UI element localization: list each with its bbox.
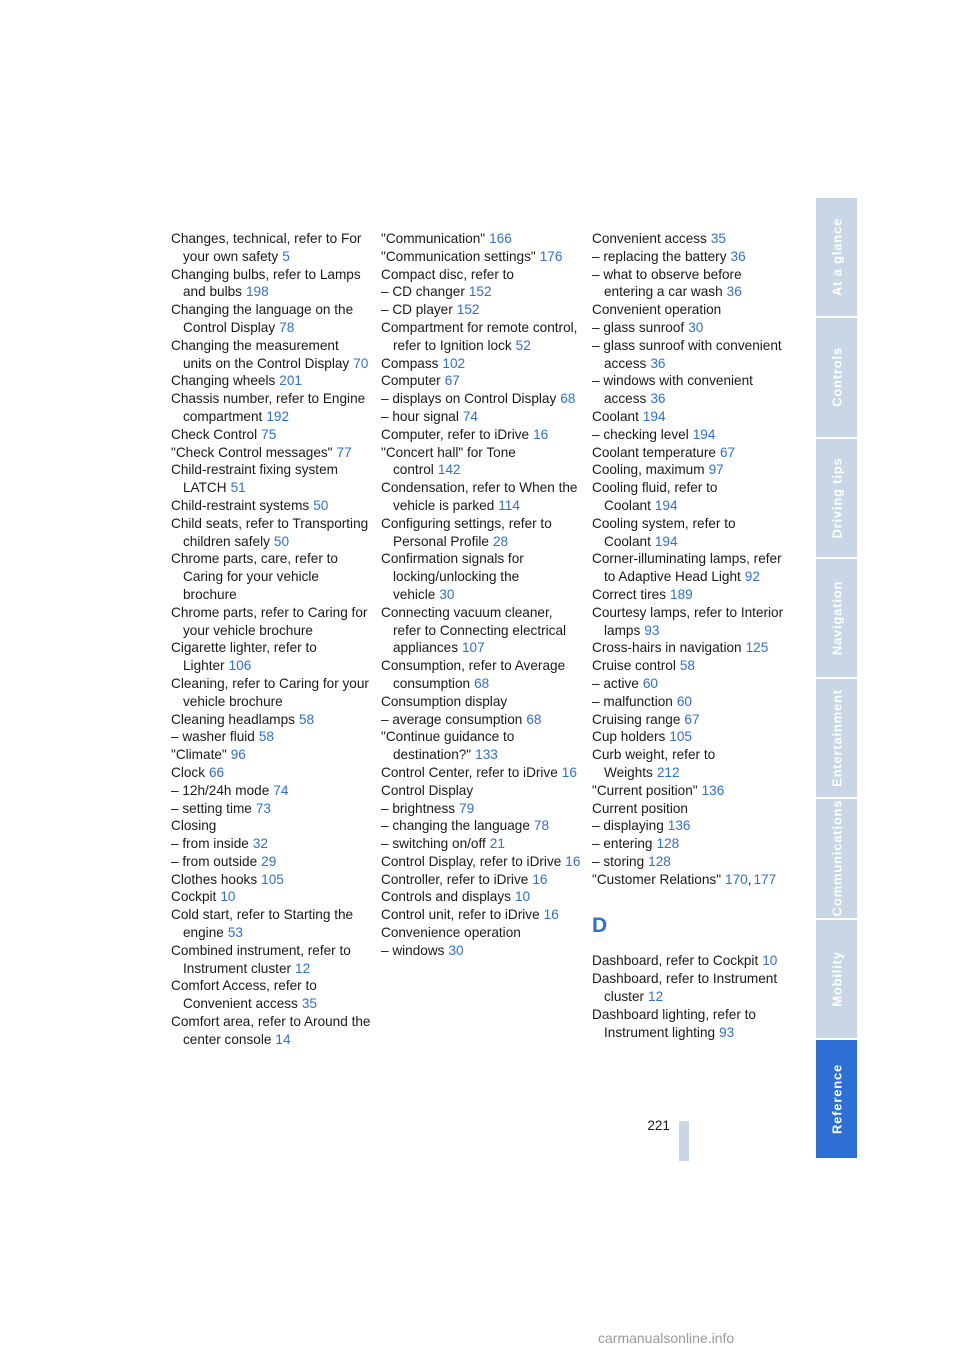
index-entry xyxy=(381,924,581,942)
index-entry-text: Comfort area, refer to Around the center console xyxy=(171,1014,371,1047)
index-entry xyxy=(592,550,792,586)
page-link[interactable]: 198 xyxy=(245,284,269,300)
index-entry xyxy=(592,728,792,746)
index-entry xyxy=(592,444,792,462)
page-link[interactable]: 21 xyxy=(489,836,505,852)
page-link[interactable]: 66 xyxy=(209,764,225,780)
index-entry xyxy=(381,942,581,960)
page-link[interactable]: 97 xyxy=(708,462,724,478)
page-link[interactable]: 36 xyxy=(650,355,666,371)
tab-label: Navigation xyxy=(829,580,844,656)
index-entry-text: "Climate" xyxy=(171,747,227,763)
tab-label: Controls xyxy=(829,347,844,408)
page-link[interactable]: 12 xyxy=(295,960,311,976)
page-link[interactable]: 192 xyxy=(266,408,290,424)
page-link[interactable]: 176 xyxy=(539,248,563,264)
page-link[interactable]: 170 xyxy=(725,871,748,887)
page-link[interactable]: 74 xyxy=(273,782,289,798)
index-entry-text: – what to observe before entering a car wash xyxy=(592,266,742,300)
page-link[interactable]: 58 xyxy=(298,711,315,727)
index-entry xyxy=(592,835,792,853)
index-entry xyxy=(381,319,581,355)
page-link[interactable]: 16 xyxy=(532,871,548,887)
index-column-1 xyxy=(171,230,371,1049)
index-entry-text: Changing the measurement units on the Control Display xyxy=(171,337,350,371)
tab-label: Reference xyxy=(829,1063,844,1134)
index-entry-text: Controls and displays xyxy=(381,889,511,905)
index-entry xyxy=(171,853,371,871)
index-entry-text: Check Control xyxy=(171,426,258,442)
index-entry xyxy=(171,746,371,764)
index-entry xyxy=(592,657,792,675)
index-entry xyxy=(592,1006,792,1042)
index-entry-text: Courtesy lamps, refer to Interior lamps xyxy=(592,604,784,638)
index-entry-text: Cruise control xyxy=(592,658,676,674)
section-tabs xyxy=(816,198,857,1160)
tab-label: Mobility xyxy=(829,950,844,1007)
index-entry-text: – checking level xyxy=(592,426,689,442)
index-entry-text: Changing the language on the Control Display xyxy=(171,302,354,335)
index-entry-text: Convenient operation xyxy=(592,302,722,318)
index-entry-text: Computer, refer to iDrive xyxy=(381,426,530,442)
index-entry-text: Correct tires xyxy=(592,586,667,602)
index-entry-text: Control Center, refer to iDrive xyxy=(381,764,558,780)
page-link[interactable]: 30 xyxy=(439,586,455,602)
page-link[interactable]: 194 xyxy=(642,408,666,424)
page-link[interactable]: 30 xyxy=(448,942,464,958)
page-link[interactable]: 10 xyxy=(514,889,531,905)
page-link[interactable]: 28 xyxy=(492,533,509,549)
index-entry xyxy=(171,942,371,978)
index-entry-text: Configuring settings, refer to Personal Profile xyxy=(381,515,552,549)
index-entry xyxy=(592,337,792,373)
index-entry-text: – average consumption xyxy=(381,711,523,727)
index-entry-text: – displaying xyxy=(592,818,664,834)
page-link[interactable]: 128 xyxy=(648,853,671,869)
index-entry xyxy=(171,337,371,373)
page-link[interactable]: 201 xyxy=(279,373,302,389)
index-entry-text: Changing wheels xyxy=(171,373,276,389)
index-entry-text: Clock xyxy=(171,764,205,780)
index-entry xyxy=(592,301,792,319)
page-link[interactable]: 78 xyxy=(279,319,295,335)
page-link[interactable]: 14 xyxy=(275,1031,291,1047)
page-link[interactable]: 30 xyxy=(688,319,704,335)
index-entry-text: Chrome parts, care, refer to Caring for your vehicle brochure xyxy=(171,551,338,602)
index-entry xyxy=(381,515,581,551)
index-entry xyxy=(171,817,371,835)
index-entry xyxy=(381,693,581,711)
index-entry-text: Consumption, refer to Average consumption xyxy=(381,658,566,691)
index-entry-text: – glass sunroof with convenient access xyxy=(592,337,782,371)
index-entry xyxy=(381,479,581,515)
index-entry-text: – storing xyxy=(592,853,645,869)
page-link[interactable]: 136 xyxy=(667,818,691,834)
index-entry xyxy=(171,764,371,782)
index-entry-text: Computer xyxy=(381,373,441,389)
index-entry xyxy=(381,426,581,444)
page-link[interactable]: 12 xyxy=(648,989,664,1005)
page-link[interactable]: 16 xyxy=(543,907,559,923)
index-entry-text: Chrome parts, refer to Caring for your vehicle brochure xyxy=(171,604,368,638)
tab-reference[interactable] xyxy=(816,1040,857,1158)
tab-entertainment[interactable] xyxy=(816,679,857,797)
index-entry xyxy=(592,461,792,479)
page-link[interactable]: 189 xyxy=(670,586,693,602)
index-entry xyxy=(381,372,581,390)
index-entry-text: Controller, refer to iDrive xyxy=(381,871,529,887)
index-entry-text: "Continue guidance to destination?" xyxy=(381,729,515,763)
index-entry xyxy=(171,372,371,390)
page-link[interactable]: 36 xyxy=(730,248,746,264)
index-entry xyxy=(592,817,792,835)
page-link[interactable]: 53 xyxy=(227,925,243,941)
index-entry-text: Cigarette lighter, refer to Lighter xyxy=(171,640,317,674)
page-separator: , xyxy=(747,871,752,887)
index-entry xyxy=(171,301,371,337)
index-entry-text: – from outside xyxy=(171,853,258,869)
index-entry xyxy=(592,319,792,337)
index-entry xyxy=(592,693,792,711)
index-entry xyxy=(592,408,792,426)
index-column-3 xyxy=(592,230,792,1041)
index-entry-text: – from inside xyxy=(171,836,249,852)
page-link[interactable]: 32 xyxy=(252,836,268,852)
index-entry xyxy=(171,888,371,906)
index-entry xyxy=(592,871,792,889)
index-entry xyxy=(171,675,371,711)
index-entry-text: – CD player xyxy=(381,302,453,318)
index-entry xyxy=(171,497,371,515)
index-entry xyxy=(592,952,792,970)
page-link[interactable]: 67 xyxy=(444,373,460,389)
index-entry xyxy=(381,817,581,835)
page-link[interactable]: 60 xyxy=(676,693,692,709)
index-entry xyxy=(381,888,581,906)
index-entry xyxy=(171,604,371,640)
page-link[interactable]: 58 xyxy=(679,658,695,674)
index-entry-text: Cooling, maximum xyxy=(592,462,705,478)
index-entry xyxy=(592,639,792,657)
index-entry-text: Cooling fluid, refer to Coolant xyxy=(592,480,718,513)
page-link[interactable]: 136 xyxy=(701,782,725,798)
index-entry-text: Connecting vacuum cleaner, refer to Connecting electrical appliances xyxy=(381,604,567,656)
index-entry-text: Compact disc, refer to xyxy=(381,266,514,282)
index-entry-text: Coolant xyxy=(592,408,639,424)
page-link[interactable]: 67 xyxy=(719,444,736,460)
index-entry-text: Current position xyxy=(592,800,688,816)
index-entry-text: – hour signal xyxy=(381,408,459,424)
index-column-2 xyxy=(381,230,581,960)
page-link[interactable]: 74 xyxy=(462,408,478,424)
page-link[interactable]: 52 xyxy=(515,337,531,353)
index-entry xyxy=(381,835,581,853)
index-entry xyxy=(381,711,581,729)
page-link[interactable]: 68 xyxy=(474,675,490,691)
index-entry-text: Cruising range xyxy=(592,711,681,727)
index-entry-text: Closing xyxy=(171,818,217,834)
index-entry xyxy=(171,1013,371,1049)
index-entry xyxy=(381,550,581,603)
index-entry xyxy=(381,266,581,284)
index-entry-text: Dashboard, refer to Cockpit xyxy=(592,953,759,969)
index-entry xyxy=(592,746,792,782)
page-link[interactable]: 16 xyxy=(565,853,581,869)
index-entry-text: Cooling system, refer to Coolant xyxy=(592,515,736,549)
page-link[interactable]: 107 xyxy=(462,640,485,656)
index-entry-text: – replacing the battery xyxy=(592,248,727,264)
page-link[interactable]: 152 xyxy=(456,302,480,318)
index-entry-text: Control Display xyxy=(381,782,474,798)
index-entry-text: Condensation, refer to When the vehicle is parked xyxy=(381,480,578,513)
tab-controls[interactable] xyxy=(816,318,857,436)
index-entry xyxy=(592,853,792,871)
index-entry-text: Changing bulbs, refer to Lamps and bulbs xyxy=(171,266,361,300)
index-entry xyxy=(381,853,581,871)
page-link[interactable]: 50 xyxy=(273,533,290,549)
index-entry-text: – entering xyxy=(592,836,653,852)
index-entry-text: – windows xyxy=(381,942,445,958)
page-link[interactable]: 128 xyxy=(656,836,680,852)
index-entry xyxy=(381,301,581,319)
index-entry xyxy=(171,639,371,675)
page-link[interactable]: 78 xyxy=(533,818,550,834)
index-entry-text: Cross-hairs in navigation xyxy=(592,640,742,656)
tab-label: At a glance xyxy=(829,218,844,297)
index-entry xyxy=(171,426,371,444)
page-link[interactable]: 77 xyxy=(336,444,352,460)
index-entry xyxy=(171,390,371,426)
page-link[interactable]: 125 xyxy=(745,640,769,656)
index-entry-text: Corner-illuminating lamps, refer to Adaptive Head Light xyxy=(592,551,782,585)
index-entry-text: "Customer Relations" xyxy=(592,871,722,887)
page-link[interactable]: 60 xyxy=(642,675,658,691)
page-link[interactable]: 106 xyxy=(228,658,252,674)
page-link[interactable]: 70 xyxy=(353,355,369,371)
page-link[interactable]: 36 xyxy=(650,391,666,407)
tab-at-a-glance[interactable] xyxy=(816,198,857,316)
index-entry-text: Comfort Access, refer to Convenient access xyxy=(171,978,317,1012)
index-entry xyxy=(171,977,371,1013)
index-entry-text: Clothes hooks xyxy=(171,871,258,887)
index-entry-text: – glass sunroof xyxy=(592,319,685,335)
index-entry-text: Cleaning, refer to Caring for your vehicle brochure xyxy=(171,675,369,709)
index-entry xyxy=(171,728,371,746)
index-entry-text: "Check Control messages" xyxy=(171,444,333,460)
index-entry xyxy=(381,390,581,408)
page-link[interactable]: 102 xyxy=(442,355,466,371)
index-entry xyxy=(381,283,581,301)
index-entry xyxy=(381,764,581,782)
index-entry xyxy=(592,266,792,302)
index-entry xyxy=(171,461,371,497)
index-entry xyxy=(171,444,371,462)
index-entry-text: Combined instrument, refer to Instrument cluster xyxy=(171,942,351,976)
index-entry-text: Chassis number, refer to Engine compartment xyxy=(171,391,366,424)
index-entry-text: – windows with convenient access xyxy=(592,373,753,407)
page-link[interactable]: 93 xyxy=(644,622,660,638)
index-entry xyxy=(592,479,792,515)
tab-label: Driving tips xyxy=(829,457,844,539)
index-entry-text: Coolant temperature xyxy=(592,444,716,460)
index-entry xyxy=(171,800,371,818)
index-entry-text: – active xyxy=(592,675,639,691)
page-link[interactable]: 73 xyxy=(255,800,271,816)
index-entry xyxy=(592,782,792,800)
page-link[interactable]: 51 xyxy=(230,480,246,496)
page-link[interactable]: 212 xyxy=(656,764,680,780)
page-link[interactable]: 194 xyxy=(654,533,678,549)
tab-navigation[interactable] xyxy=(816,559,857,677)
index-entry xyxy=(592,248,792,266)
index-entry xyxy=(171,711,371,729)
index-entry-text: Control Display, refer to iDrive xyxy=(381,853,562,869)
index-entry xyxy=(171,550,371,603)
index-entry-text: Cold start, refer to Starting the engine xyxy=(171,907,354,941)
index-entry-text: Cockpit xyxy=(171,889,217,905)
index-entry xyxy=(381,444,581,480)
index-entry-text: "Concert hall" for Tone control xyxy=(381,444,516,478)
page-link[interactable]: 152 xyxy=(468,284,492,300)
index-entry xyxy=(592,604,792,640)
index-entry xyxy=(171,266,371,302)
index-entry xyxy=(381,248,581,266)
index-entry xyxy=(592,372,792,408)
index-entry xyxy=(381,871,581,889)
index-entry-text: – malfunction xyxy=(592,693,673,709)
index-entry xyxy=(592,711,792,729)
index-entry-text: Compass xyxy=(381,355,439,371)
index-entry xyxy=(592,230,792,248)
index-entry-text: Dashboard lighting, refer to Instrument lighting xyxy=(592,1006,756,1040)
index-entry-text: – 12h/24h mode xyxy=(171,782,270,798)
page-marker xyxy=(679,1121,689,1161)
index-entry-text: – setting time xyxy=(171,800,252,816)
index-entry xyxy=(171,835,371,853)
page-link[interactable]: 177 xyxy=(753,871,777,887)
index-entry xyxy=(171,906,371,942)
page-link[interactable]: 93 xyxy=(719,1024,735,1040)
index-entry-text: – displays on Control Display xyxy=(381,391,557,407)
page-link[interactable]: 16 xyxy=(561,764,577,780)
page-link[interactable]: 35 xyxy=(710,231,726,246)
index-entry xyxy=(592,426,792,444)
index-entry xyxy=(381,604,581,657)
page-link[interactable]: 194 xyxy=(654,497,678,513)
index-entry xyxy=(381,906,581,924)
index-entry-text: Cleaning headlamps xyxy=(171,711,295,727)
index-entry-text: Child-restraint fixing system LATCH xyxy=(171,462,338,496)
page-link[interactable]: 166 xyxy=(489,231,512,246)
index-entry-text: Curb weight, refer to Weights xyxy=(592,747,716,780)
page-link[interactable]: 142 xyxy=(437,462,461,478)
page-link[interactable]: 29 xyxy=(261,853,277,869)
page-link[interactable]: 35 xyxy=(301,996,317,1012)
page-link[interactable]: 10 xyxy=(220,889,236,905)
tab-label: Entertainment xyxy=(829,689,844,788)
index-entry xyxy=(171,871,371,889)
index-entry-text: Cup holders xyxy=(592,729,666,745)
index-entry-text: – switching on/off xyxy=(381,836,486,852)
index-entry xyxy=(171,230,371,266)
index-entry xyxy=(381,800,581,818)
tab-label: Communications xyxy=(829,800,844,917)
index-entry-text: Convenient access xyxy=(592,231,707,246)
index-entry-text: – washer fluid xyxy=(171,729,255,745)
page-link[interactable]: 133 xyxy=(475,747,498,763)
index-entry-text: – brightness xyxy=(381,800,456,816)
index-entry-text: Child-restraint systems xyxy=(171,497,310,513)
page-link[interactable]: 50 xyxy=(313,497,329,513)
page-link[interactable]: 16 xyxy=(533,426,549,442)
page-link[interactable]: 105 xyxy=(261,871,284,887)
page-link[interactable]: 58 xyxy=(258,729,274,745)
index-entry-text: Consumption display xyxy=(381,693,508,709)
page-link[interactable]: 36 xyxy=(726,284,742,300)
index-entry xyxy=(592,970,792,1006)
index-entry-text: – changing the language xyxy=(381,818,530,834)
index-entry-text: Control unit, refer to iDrive xyxy=(381,907,540,923)
index-entry xyxy=(592,800,792,818)
page-link[interactable]: 67 xyxy=(684,711,700,727)
page-link[interactable]: 5 xyxy=(282,248,290,264)
index-entry-text: Child seats, refer to Transporting children safely xyxy=(171,515,369,549)
index-entry xyxy=(592,586,792,604)
page-link[interactable]: 75 xyxy=(261,426,277,442)
index-entry-text: – CD changer xyxy=(381,284,465,300)
tab-driving-tips[interactable] xyxy=(816,439,857,557)
index-entry xyxy=(381,408,581,426)
index-entry xyxy=(381,355,581,373)
index-entry-text: Dashboard, refer to Instrument cluster xyxy=(592,971,778,1005)
page-link[interactable]: 114 xyxy=(498,497,520,513)
index-entry xyxy=(171,782,371,800)
page-link[interactable]: 105 xyxy=(669,729,692,745)
page-link[interactable]: 92 xyxy=(744,569,760,585)
index-entry xyxy=(171,515,371,551)
index-letter-heading: D xyxy=(592,914,608,938)
index-entry-text: "Current position" xyxy=(592,782,698,798)
index-entry xyxy=(592,515,792,551)
index-entry-text: "Communication" xyxy=(381,231,486,246)
index-entry xyxy=(381,230,581,248)
index-entry xyxy=(592,675,792,693)
index-entry-text: Convenience operation xyxy=(381,925,521,941)
index-entry xyxy=(381,782,581,800)
tab-mobility[interactable] xyxy=(816,920,857,1038)
page-link[interactable]: 96 xyxy=(230,747,246,763)
page-link[interactable]: 194 xyxy=(692,426,716,442)
page-link[interactable]: 68 xyxy=(560,391,576,407)
index-entry xyxy=(381,657,581,693)
page-number: 221 xyxy=(647,1118,670,1133)
tab-communications[interactable] xyxy=(816,799,857,917)
page-link[interactable]: 79 xyxy=(459,800,475,816)
watermark: carmanualsonline.info xyxy=(598,1330,735,1346)
index-entry-text: Confirmation signals for locking/unlocking the vehicle xyxy=(381,551,524,602)
index-entry-text: "Communication settings" xyxy=(381,248,536,264)
page-link[interactable]: 68 xyxy=(526,711,542,727)
index-entry-text: Compartment for remote control, refer to Ignition lock xyxy=(381,319,578,353)
index-entry-text: Changes, technical, refer to For your own safety xyxy=(171,231,362,264)
page-link[interactable]: 10 xyxy=(762,953,778,969)
index-entry xyxy=(381,728,581,764)
